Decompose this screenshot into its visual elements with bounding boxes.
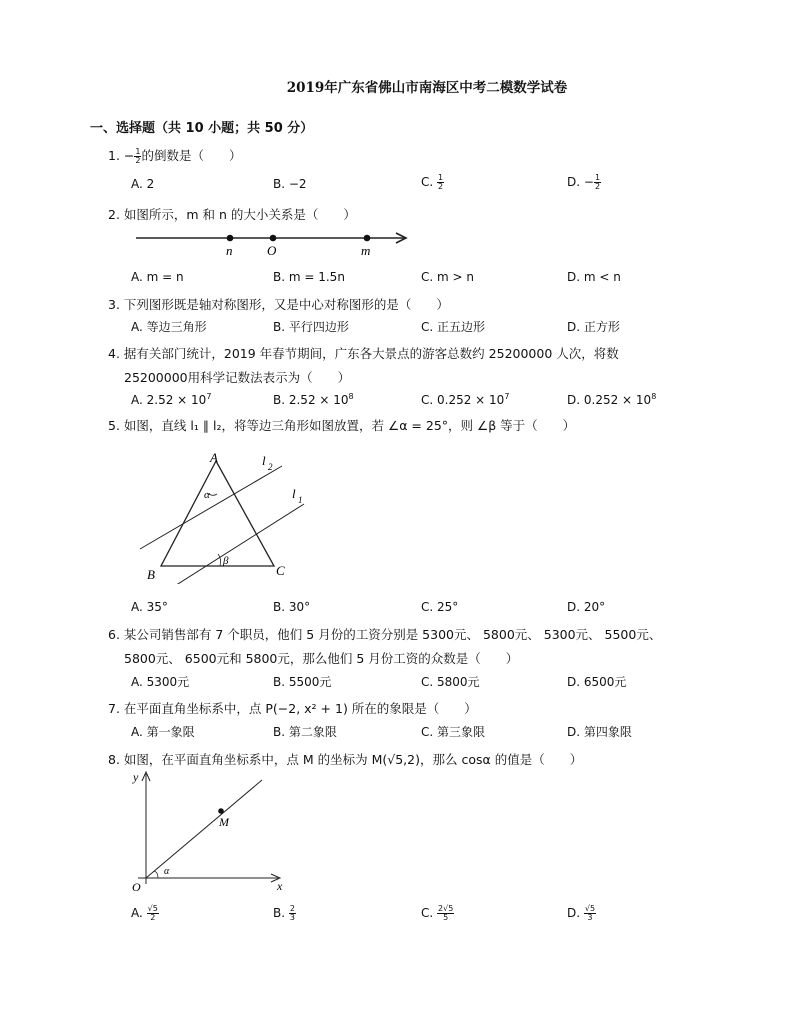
point-m bbox=[218, 808, 224, 814]
question-3-option-b: B. 平行四边形 bbox=[273, 320, 349, 334]
question-1-option-a: A. 2 bbox=[131, 177, 155, 191]
label-l1-subscript: 1 bbox=[298, 495, 303, 505]
label-a: A bbox=[210, 450, 218, 465]
question-7-stem: 7. 在平面直角坐标系中，点 P(−2, x² + 1) 所在的象限是（ ） bbox=[108, 701, 477, 716]
line-l2 bbox=[140, 466, 282, 549]
triangle-parallel-lines-figure bbox=[134, 448, 314, 584]
question-7-option-d: D. 第四象限 bbox=[567, 725, 632, 739]
label-l1: l bbox=[292, 486, 296, 501]
label-beta: β bbox=[223, 555, 229, 567]
question-3-option-d: D. 正方形 bbox=[567, 320, 620, 334]
equilateral-triangle bbox=[161, 461, 274, 566]
fraction-numerator: 1 bbox=[135, 147, 141, 156]
question-3-option-a: A. 等边三角形 bbox=[131, 320, 207, 334]
point-n bbox=[227, 235, 234, 242]
number-line-figure bbox=[128, 226, 418, 260]
label-b: B bbox=[147, 567, 155, 582]
label-m: M bbox=[219, 815, 229, 829]
question-4-stem-line-1: 4. 据有关部门统计，2019 年春节期间，广东各大景点的游客总数约 25200000 人次，将数 bbox=[108, 346, 619, 361]
question-5-option-d: D. 20° bbox=[567, 600, 606, 614]
question-7-option-b: B. 第二象限 bbox=[273, 725, 337, 739]
ray-om bbox=[146, 780, 262, 878]
question-6-option-d: D. 6500元 bbox=[567, 675, 627, 689]
question-8-option-b: B. $\frac{2}{3}$ bbox=[273, 904, 295, 922]
point-m bbox=[364, 235, 371, 242]
question-8-stem: 8. 如图，在平面直角坐标系中，点 M 的坐标为 M(√5,2)，那么 cosα 的值是（ ） bbox=[108, 752, 583, 767]
question-1-option-c: C. $\frac{1}{2}$ bbox=[421, 173, 444, 191]
question-5-option-c: C. 25° bbox=[421, 600, 459, 614]
question-8-option-a: A. $\frac{√5}{2}$ bbox=[131, 904, 158, 922]
question-6-stem-line-2: 5800元、 6500元和 5800元，那么他们 5 月份工资的众数是（ ） bbox=[124, 651, 519, 666]
question-2-option-d: D. m < n bbox=[567, 270, 621, 284]
label-n: n bbox=[226, 243, 233, 258]
page-title: 2019年广东省佛山市南海区中考二模数学试卷 bbox=[286, 80, 568, 96]
angle-alpha-arc bbox=[154, 871, 158, 878]
question-1-option-b: B. −2 bbox=[273, 177, 307, 191]
question-7-option-c: C. 第三象限 bbox=[421, 725, 486, 739]
question-2-option-c: C. m > n bbox=[421, 270, 474, 284]
question-4-option-c: C. $0.252 \times 10^7$ bbox=[421, 392, 510, 407]
label-x: x bbox=[277, 879, 283, 893]
question-7-option-a: A. 第一象限 bbox=[131, 725, 195, 739]
question-3-option-c: C. 正五边形 bbox=[421, 320, 486, 334]
question-8-option-d: D. $\frac{√5}{3}$ bbox=[567, 904, 596, 922]
label-o: O bbox=[267, 243, 277, 258]
question-5-option-b: B. 30° bbox=[273, 600, 311, 614]
question-2-option-b: B. m = 1.5n bbox=[273, 270, 345, 284]
label-y: y bbox=[133, 770, 139, 784]
point-o bbox=[270, 235, 277, 242]
question-4-option-b: B. $2.52 \times 10^8$ bbox=[273, 392, 354, 407]
question-5-option-a: A. 35° bbox=[131, 600, 168, 614]
section-heading: 一、选择题（共 10 小题；共 50 分） bbox=[90, 121, 314, 136]
question-5-stem: 5. 如图，直线 l₁ ∥ l₂，将等边三角形如图放置，若 ∠α = 25°，则 ∠β 等于（ ） bbox=[108, 418, 576, 433]
label-alpha: α bbox=[164, 866, 170, 877]
label-c: C bbox=[276, 563, 285, 578]
question-4-stem-line-2: 25200000用科学记数法表示为（ ） bbox=[124, 370, 351, 385]
question-1-suffix: 的倒数是（ ） bbox=[141, 148, 242, 163]
label-m: m bbox=[361, 243, 371, 258]
question-1-stem bbox=[108, 146, 241, 165]
fraction-denominator: 2 bbox=[135, 156, 141, 165]
coordinate-plane-figure bbox=[128, 766, 298, 896]
question-8-option-c: C. $\frac{2√5}{5}$ bbox=[421, 904, 454, 922]
question-1-prefix: 1. − bbox=[108, 148, 135, 163]
question-2-stem: 2. 如图所示，m 和 n 的大小关系是（ ） bbox=[108, 207, 356, 222]
question-6-option-a: A. 5300元 bbox=[131, 675, 190, 689]
question-6-option-b: B. 5500元 bbox=[273, 675, 332, 689]
question-4-option-a: A. $2.52 \times 10^7$ bbox=[131, 392, 212, 407]
question-6-stem-line-1: 6. 某公司销售部有 7 个职员，他们 5 月份的工资分别是 5300元、 5800元、 5300元、 5500元、 bbox=[108, 627, 662, 642]
question-3-stem: 3. 下列图形既是轴对称图形，又是中心对称图形的是（ ） bbox=[108, 297, 449, 312]
label-o: O bbox=[132, 880, 141, 894]
angle-beta-arc bbox=[218, 554, 221, 566]
question-4-option-d: D. $0.252 \times 10^8$ bbox=[567, 392, 657, 407]
question-6-option-c: C. 5800元 bbox=[421, 675, 480, 689]
question-1-option-d: D. − $\frac{1}{2}$ bbox=[567, 173, 601, 191]
label-l2: l bbox=[262, 453, 266, 468]
label-alpha: α bbox=[204, 489, 210, 501]
label-l2-subscript: 2 bbox=[268, 462, 273, 472]
question-2-option-a: A. m = n bbox=[131, 270, 184, 284]
